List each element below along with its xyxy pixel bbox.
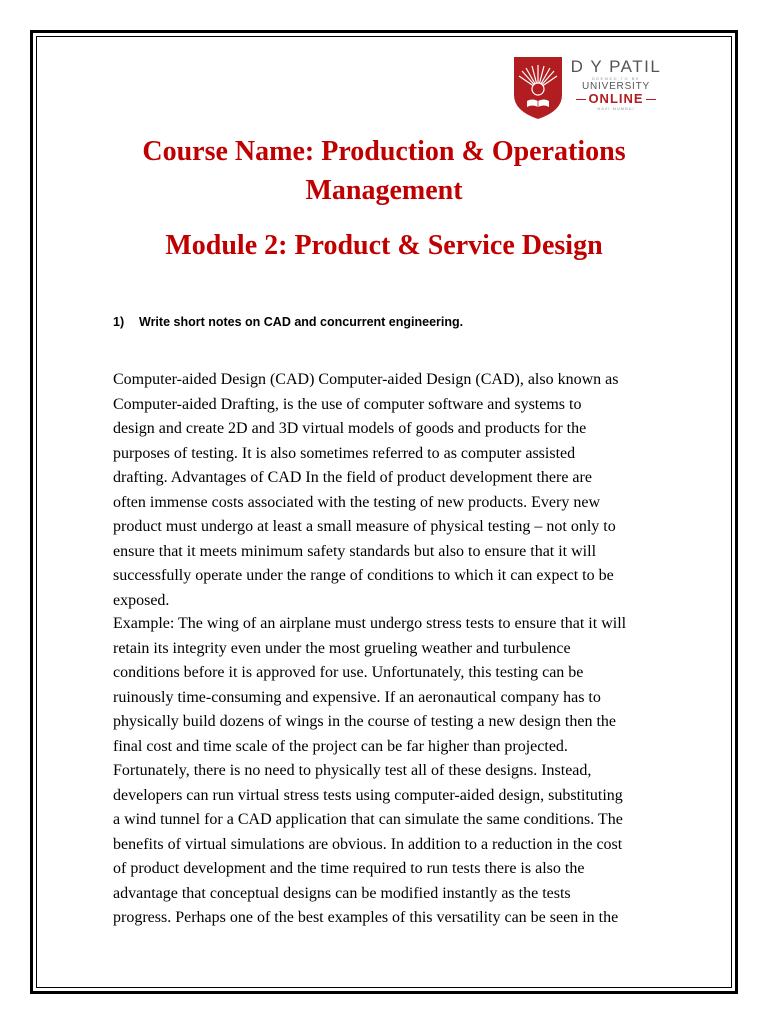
paragraph-line: drafting. Advantages of CAD In the field of product development there are bbox=[113, 469, 592, 486]
paragraph-line: of product development and the time required to run tests there is also the bbox=[113, 860, 585, 877]
paragraph-line: often immense costs associated with the testing of new products. Every new bbox=[113, 493, 600, 511]
module-title: Module 2: Product & Service Design bbox=[165, 230, 603, 261]
course-title-line: Management bbox=[305, 175, 463, 206]
question-number: 1) bbox=[113, 315, 125, 329]
paragraph-cad-example bbox=[113, 612, 683, 931]
logo-online-row bbox=[570, 92, 662, 106]
paragraph-line: ruinously time-consuming and expensive. If an aeronautical company has to bbox=[113, 688, 601, 706]
logo-line-4: ONLINE bbox=[588, 91, 644, 106]
shield-emblem-icon bbox=[512, 55, 564, 121]
paragraph-line: physically build dozens of wings in the course of testing a new design then the bbox=[113, 713, 617, 730]
paragraph-line: progress. Perhaps one of the best examples of this versatility can be seen in the bbox=[113, 909, 619, 926]
paragraph-line: advantage that conceptual designs can be modified instantly as the tests bbox=[113, 884, 571, 902]
paragraph-line: exposed. bbox=[113, 591, 170, 609]
logo-line-1: D Y PATIL bbox=[570, 57, 662, 76]
question-heading bbox=[113, 314, 463, 330]
paragraph-line: benefits of virtual simulations are obvious. In addition to a reduction in the cost bbox=[113, 835, 623, 853]
logo-rule-right bbox=[646, 99, 656, 100]
question-text: Write short notes on CAD and concurrent engineering. bbox=[139, 315, 464, 329]
paragraph-line: Example: The wing of an airplane must undergo stress tests to ensure that it will bbox=[113, 615, 627, 632]
logo-line-3: UNIVERSITY bbox=[581, 81, 650, 92]
paragraph-line: final cost and time scale of the project can be far higher than projected. bbox=[113, 737, 568, 755]
paragraph-line: retain its integrity even under the most grueling weather and turbulence bbox=[113, 639, 571, 657]
logo-line-5: NAVI MUMBAI bbox=[597, 106, 635, 111]
paragraph-line: Fortunately, there is no need to physically test all of these designs. Instead, bbox=[113, 762, 592, 779]
university-logo bbox=[512, 55, 662, 121]
paragraph-line: purposes of testing. It is also sometimes referred to as computer assisted bbox=[113, 444, 576, 462]
paragraph-line: ensure that it meets minimum safety standards but also to ensure that it will bbox=[113, 542, 597, 560]
paragraph-line: Computer-aided Design (CAD) Computer-aided Design (CAD), also known as bbox=[113, 371, 619, 388]
paragraph-line: conditions before it is approved for use. Unfortunately, this testing can be bbox=[113, 664, 584, 681]
course-title-line: Course Name: Production & Operations bbox=[142, 136, 626, 167]
paragraph-line: design and create 2D and 3D virtual models of goods and products for the bbox=[113, 420, 587, 437]
paragraph-cad-definition bbox=[113, 368, 683, 613]
paragraph-line: successfully operate under the range of conditions to which it can expect to be bbox=[113, 567, 614, 584]
logo-wordmark bbox=[570, 58, 662, 111]
logo-rule-left bbox=[576, 99, 586, 100]
logo-line-2: DEEMED TO BE bbox=[591, 76, 641, 81]
course-title bbox=[96, 132, 672, 210]
paragraph-line: a wind tunnel for a CAD application that can simulate the same conditions. The bbox=[113, 811, 623, 828]
paragraph-line: product must undergo at least a small measure of physical testing – not only to bbox=[113, 518, 616, 535]
paragraph-line: developers can run virtual stress tests using computer-aided design, substituting bbox=[113, 786, 623, 804]
paragraph-line: Computer-aided Drafting, is the use of computer software and systems to bbox=[113, 395, 582, 413]
